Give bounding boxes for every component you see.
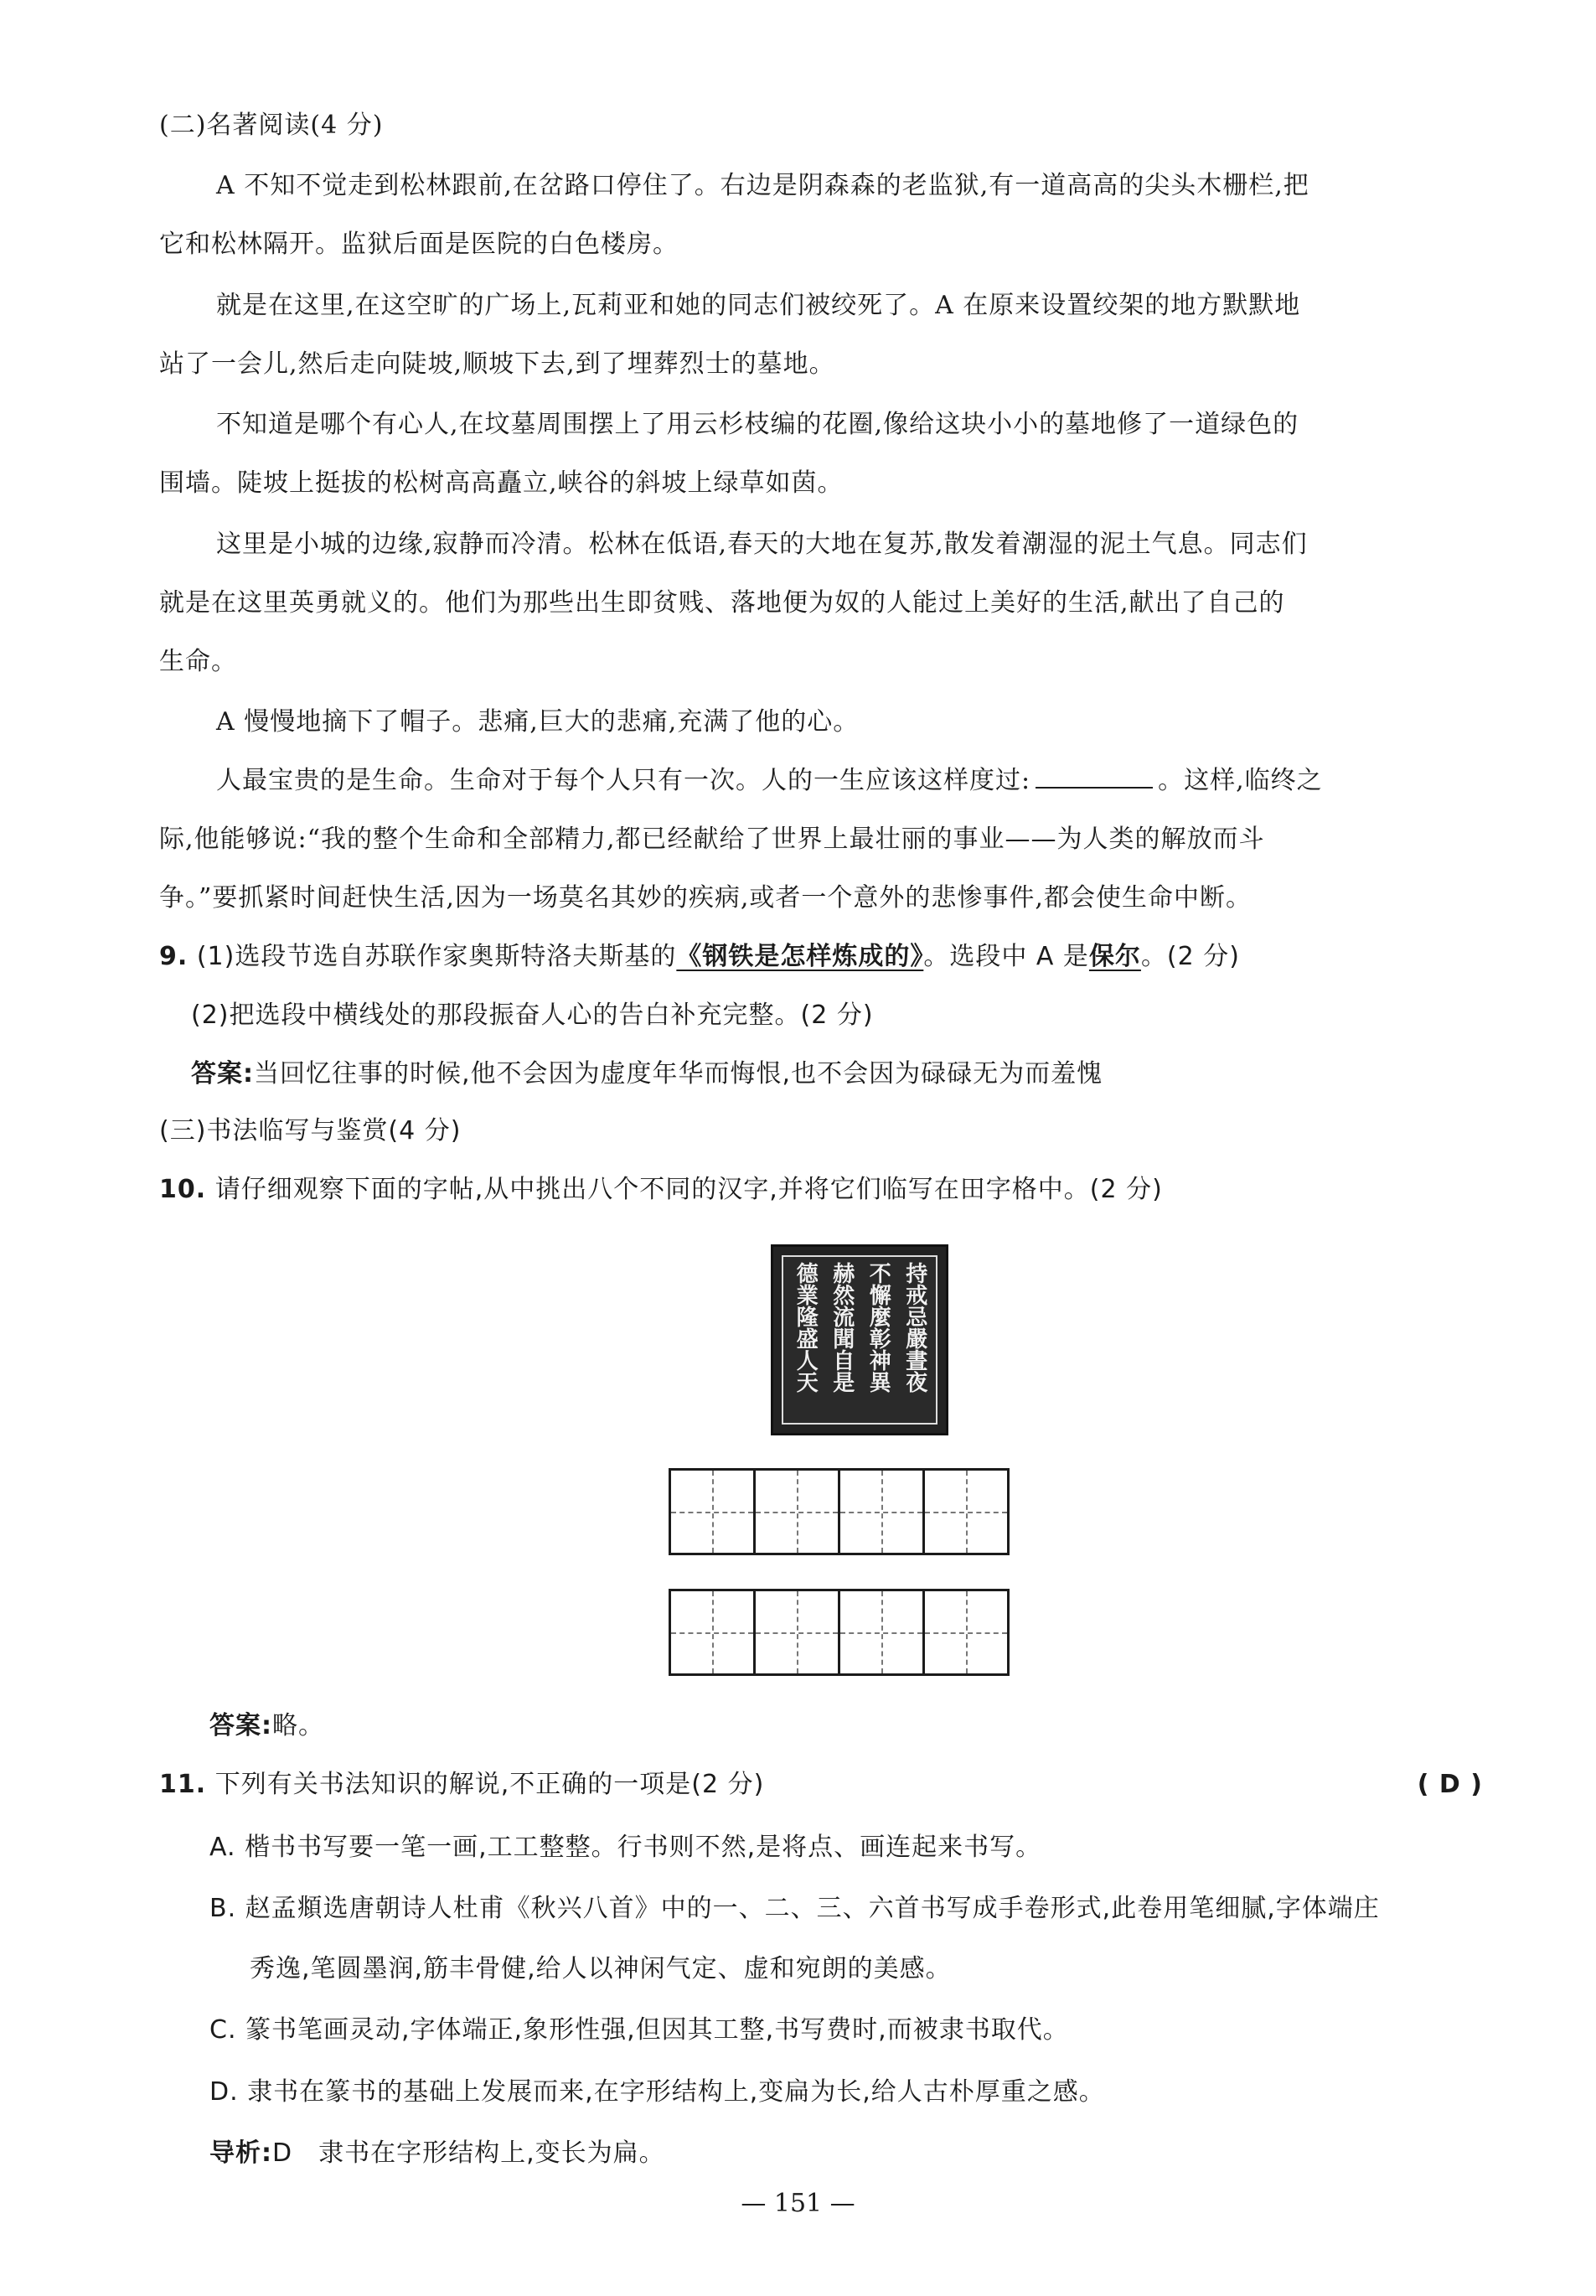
tianzige-row bbox=[669, 1468, 1010, 1555]
paragraph-line: A 不知不觉走到松林跟前,在岔路口停住了。右边是阴森森的老监狱,有一道高高的尖头木栅栏,把 bbox=[216, 171, 1309, 200]
question-text: 请仔细观察下面的字帖,从中挑出八个不同的汉字,并将它们临写在田字格中。(2 分) bbox=[214, 1175, 1163, 1204]
page-number: — 151 — bbox=[741, 2189, 855, 2218]
answer-label: 答案: bbox=[191, 1059, 254, 1089]
section-heading: (二)名著阅读(4 分) bbox=[159, 111, 384, 140]
answer-name: 保尔 bbox=[1088, 942, 1141, 971]
calligraphy-text: 赫然流聞自是 bbox=[829, 1262, 855, 1393]
tianzige-cell[interactable] bbox=[922, 1589, 1010, 1676]
answer-choice: ( D ) bbox=[1417, 1770, 1483, 1799]
calligraphy-text: 德業隆盛人天 bbox=[793, 1262, 819, 1393]
tianzige-cell[interactable] bbox=[838, 1468, 925, 1555]
question-11 bbox=[159, 1768, 1483, 1802]
answer-text: 当回忆往事的时候,他不会因为虚度年华而悔恨,也不会因为碌碌无为而羞愧 bbox=[254, 1059, 1103, 1089]
tianzige-cell[interactable] bbox=[753, 1589, 840, 1676]
answer-text: 略。 bbox=[272, 1711, 324, 1740]
question-9 bbox=[159, 940, 1240, 974]
calligraphy-column bbox=[903, 1262, 926, 1418]
paragraph-line: 这里是小城的边缘,寂静而冷清。松林在低语,春天的大地在复苏,散发着潮湿的泥土气息。同志们 bbox=[216, 530, 1308, 559]
tianzige-row bbox=[669, 1589, 1010, 1676]
answer-line bbox=[209, 1709, 324, 1743]
tianzige-cell[interactable] bbox=[669, 1589, 756, 1676]
option-d: D. 隶书在篆书的基础上发展而来,在字形结构上,变扁为长,给人古朴厚重之感。 bbox=[209, 2077, 1105, 2107]
calligraphy-column bbox=[830, 1262, 853, 1418]
question-10 bbox=[159, 1173, 1163, 1207]
calligraphy-column bbox=[866, 1262, 889, 1418]
paragraph-line: 生命。 bbox=[159, 647, 237, 676]
analysis-text: D 隶书在字形结构上,变长为扁。 bbox=[272, 2138, 665, 2168]
question-number: 9. bbox=[159, 942, 189, 971]
paragraph-line: 围墙。陡坡上挺拔的松树高高矗立,峡谷的斜坡上绿草如茵。 bbox=[159, 468, 844, 498]
paragraph-text: 人最宝贵的是生命。生命对于每个人只有一次。人的一生应该这样度过: bbox=[216, 766, 1031, 795]
option-b-continued: 秀逸,笔圆墨润,筋丰骨健,给人以神闲气定、虚和宛朗的美感。 bbox=[250, 1954, 952, 1983]
tianzige-cell[interactable] bbox=[922, 1468, 1010, 1555]
fill-blank bbox=[1036, 765, 1153, 789]
paragraph-line: 站了一会儿,然后走向陡坡,顺坡下去,到了埋葬烈士的墓地。 bbox=[159, 349, 835, 379]
section-heading: (三)书法临写与鉴赏(4 分) bbox=[159, 1116, 462, 1145]
paragraph-line: 不知道是哪个有心人,在坟墓周围摆上了用云杉枝编的花圈,像给这块小小的墓地修了一道绿色的 bbox=[216, 410, 1299, 439]
question-text: 。(2 分) bbox=[1140, 942, 1240, 971]
question-text: (1)选段节选自苏联作家奥斯特洛夫斯基的 bbox=[196, 942, 677, 971]
paragraph-line bbox=[216, 764, 1323, 798]
analysis-line bbox=[209, 2137, 665, 2170]
answer-book-title: 《钢铁是怎样炼成的》 bbox=[676, 942, 924, 971]
paragraph-text: 。这样,临终之 bbox=[1158, 766, 1323, 795]
tianzige-cell[interactable] bbox=[669, 1468, 756, 1555]
paragraph-line: A 慢慢地摘下了帽子。悲痛,巨大的悲痛,充满了他的心。 bbox=[216, 707, 860, 737]
paragraph-line: 争。”要抓紧时间赶快生活,因为一场莫名其妙的疾病,或者一个意外的悲惨事件,都会使生命中断。 bbox=[159, 883, 1252, 913]
question-number: 10. bbox=[159, 1175, 207, 1204]
answer-label: 答案: bbox=[209, 1711, 272, 1740]
answer-line bbox=[191, 1058, 1103, 1091]
calligraphy-text: 不懈麼彰神異 bbox=[865, 1262, 891, 1393]
question-number: 11. bbox=[159, 1770, 207, 1799]
question-text: 下列有关书法知识的解说,不正确的一项是(2 分) bbox=[214, 1770, 765, 1799]
question-9-part2: (2)把选段中横线处的那段振奋人心的告白补充完整。(2 分) bbox=[191, 1001, 874, 1030]
paragraph-line: 它和松林隔开。监狱后面是医院的白色楼房。 bbox=[159, 230, 679, 259]
option-b: B. 赵孟頫选唐朝诗人杜甫《秋兴八首》中的一、二、三、六首书写成手卷形式,此卷用笔细腻,字体端庄 bbox=[209, 1894, 1380, 1923]
option-a: A. 楷书书写要一笔一画,工工整整。行书则不然,是将点、画连起来书写。 bbox=[209, 1833, 1042, 1862]
question-text: 。选段中 A 是 bbox=[923, 942, 1089, 971]
analysis-label: 导析: bbox=[209, 2138, 272, 2168]
tianzige-cell[interactable] bbox=[838, 1589, 925, 1676]
calligraphy-text: 持戒忌嚴晝夜 bbox=[901, 1262, 927, 1393]
paragraph-line: 际,他能够说:“我的整个生命和全部精力,都已经献给了世界上最壮丽的事业——为人类的解放而斗 bbox=[159, 825, 1265, 854]
calligraphy-rubbing-image bbox=[771, 1244, 948, 1435]
calligraphy-column bbox=[793, 1262, 819, 1418]
paragraph-line: 就是在这里,在这空旷的广场上,瓦莉亚和她的同志们被绞死了。A 在原来设置绞架的地方默默地 bbox=[216, 291, 1301, 320]
paragraph-line: 就是在这里英勇就义的。他们为那些出生即贫贱、落地便为奴的人能过上美好的生活,献出了自己的 bbox=[159, 588, 1285, 618]
tianzige-cell[interactable] bbox=[753, 1468, 840, 1555]
option-c: C. 篆书笔画灵动,字体端正,象形性强,但因其工整,书写费时,而被隶书取代。 bbox=[209, 2015, 1069, 2045]
